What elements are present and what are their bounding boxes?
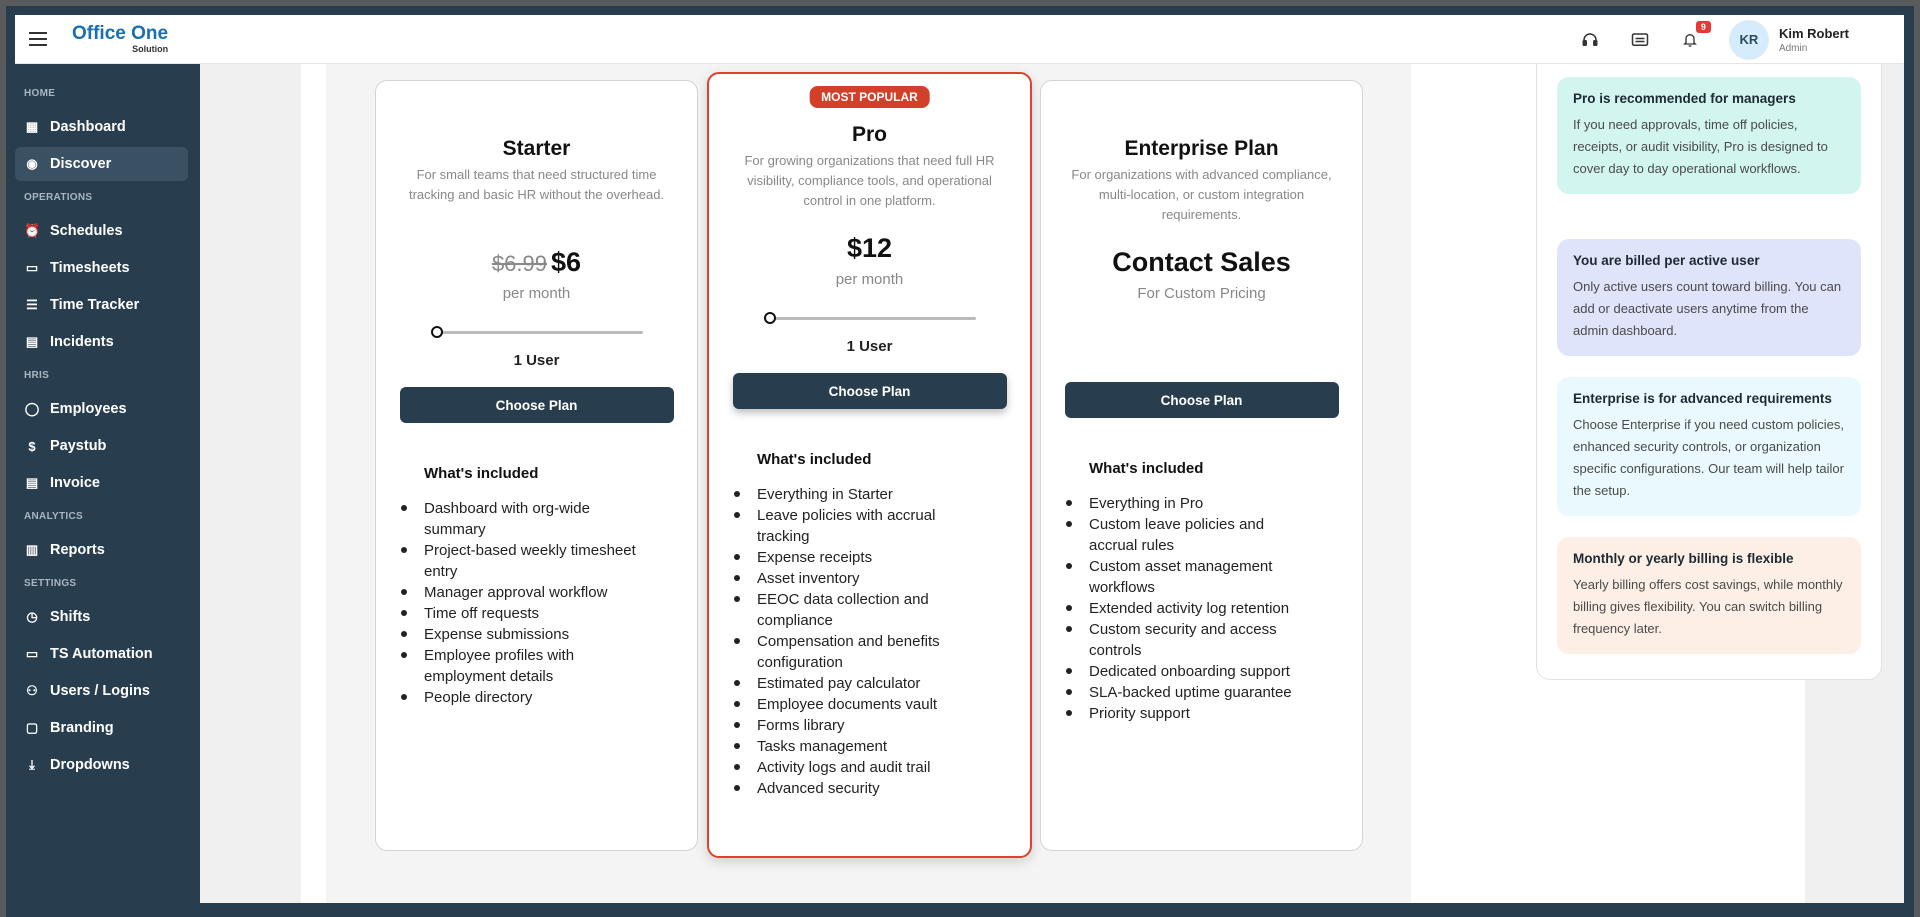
user-name: Kim Robert [1778,25,1849,41]
feature-item: People directory [401,687,651,708]
sidebar-item-label: Invoice [50,475,100,491]
clock-icon: ◷ [26,609,38,624]
plan-description: For small teams that need structured time tracking and basic HR without the overhead. [408,167,665,202]
headset-icon[interactable] [1579,29,1601,51]
feature-item: Expense submissions [401,624,651,645]
plans-area [326,64,1411,903]
sidebar-item-label: Schedules [50,223,123,239]
plan-price [1041,247,1362,281]
archive-icon: ▭ [25,646,39,661]
sidebar-item-schedules[interactable] [15,214,188,248]
plan-title: Starter [502,137,571,160]
slider-track [431,331,643,334]
tip-card [1557,239,1861,356]
invoice-icon: ▤ [25,475,39,490]
sidebar-item-time-tracker[interactable] [15,288,188,322]
discord-icon: ◉ [26,156,38,171]
sidebar-item-discover[interactable] [15,147,188,181]
tip-card [1557,377,1861,516]
top-header [15,15,1904,64]
user-count-label: 1 User [846,338,893,355]
logo-text: Office One [72,23,169,44]
sidebar-item-label: Time Tracker [50,297,140,313]
most-popular-badge: MOST POPULAR [809,86,930,108]
dollar-icon: $ [28,438,36,454]
old-price: $6.99 [491,251,547,276]
choose-plan-button[interactable]: Choose Plan [733,373,1007,409]
sidebar-item-shifts[interactable] [15,600,188,634]
tips-panel [1536,50,1882,680]
feature-item: Dedicated onboarding support [1066,661,1316,682]
sidebar-item-label: Shifts [50,609,91,625]
sidebar-item-label: Timesheets [50,260,130,276]
tip-title: Monthly or yearly billing is flexible [1573,551,1794,566]
tip-text: If you need approvals, time off policies, receipts, or audit visibility, Pro is designed to cover day to day operational workflows. [1573,117,1828,176]
grid-icon: ▦ [25,119,39,134]
sidebar-item-label: Branding [50,720,114,736]
tip-text: Choose Enterprise if you need custom policies, enhanced security controls, or organization specific configurations. Our team will help tailor the setup. [1573,417,1844,498]
included-title: What's included [424,465,539,482]
sidebar-item-dropdowns[interactable] [15,748,188,782]
sidebar-item-label: Reports [50,542,105,558]
tip-title: Pro is recommended for managers [1573,91,1796,106]
feature-item: Manager approval workflow [401,582,651,603]
avatar[interactable]: KR [1729,20,1769,60]
feature-item: Leave policies with accrual tracking [734,505,984,547]
users-icon: ⚇ [26,683,38,698]
plan-description: For organizations with advanced compliance, multi-location, or custom integration requirements. [1071,167,1332,222]
plan-card-pro [707,72,1032,858]
main-content [200,64,1904,903]
sidebar-item-timesheets[interactable] [15,251,188,285]
sidebar-item-label: Users / Logins [50,683,150,699]
content-panel [301,64,1844,903]
user-count-label: 1 User [513,352,560,369]
slider-track [764,317,976,320]
feature-item: Time off requests [401,603,651,624]
tip-card [1557,537,1861,654]
tip-title: You are billed per active user [1573,253,1760,268]
download-box-icon: ⤓ [29,757,35,772]
price-value: $12 [846,233,893,263]
plan-card-starter [375,80,698,851]
feature-item: Forms library [734,715,984,736]
sidebar-section-label: HOME [24,88,56,99]
feature-item: Dashboard with org-wide summary [401,498,651,540]
price-period: For Custom Pricing [1137,285,1266,302]
sidebar-item-employees[interactable] [15,392,188,426]
message-icon[interactable] [1629,29,1651,51]
price-value: Contact Sales [1112,247,1291,277]
plan-card-enterprise [1040,80,1363,851]
sidebar-item-users-logins[interactable] [15,674,188,708]
sidebar-section-label: ANALYTICS [24,511,84,522]
feature-item: SLA-backed uptime guarantee [1066,682,1316,703]
user-role: Admin [1778,42,1808,54]
archive-icon: ▭ [25,260,39,275]
user-count-slider[interactable] [764,312,976,324]
choose-plan-button[interactable]: Choose Plan [400,387,674,423]
logo[interactable] [72,23,168,55]
sidebar-section-label: SETTINGS [24,578,77,589]
report-icon: ▤ [25,334,39,349]
feature-item: Priority support [1066,703,1316,724]
feature-item: Expense receipts [734,547,984,568]
tip-card [1557,77,1861,194]
plan-title: Pro [851,123,887,146]
feature-item: Everything in Starter [734,484,984,505]
included-features [1041,460,1362,724]
list-tree-icon: ☰ [26,297,38,312]
sidebar-item-paystub[interactable] [15,429,188,463]
feature-item: EEOC data collection and compliance [734,589,984,631]
feature-item: Employee profiles with employment details [401,645,651,687]
sidebar-item-label: TS Automation [50,646,153,662]
bell-icon[interactable] [1679,21,1706,51]
user-count-slider[interactable] [431,326,643,338]
feature-item: Custom asset management workflows [1066,556,1316,598]
sidebar-item-label: Paystub [50,438,107,454]
alarm-clock-icon: ⏰ [24,223,41,238]
included-title: What's included [1089,460,1204,477]
tip-text: Yearly billing offers cost savings, while monthly billing gives flexibility. You can switch billing frequency later. [1573,577,1843,636]
plan-title: Enterprise Plan [1124,137,1279,160]
sidebar-item-label: Dashboard [50,119,126,135]
sidebar-item-label: Employees [50,401,127,417]
price-value: $6 [551,247,582,277]
sidebar-item-invoice[interactable] [15,466,188,500]
sidebar-item-label: Discover [50,156,112,172]
choose-plan-button[interactable]: Choose Plan [1065,382,1339,418]
feature-item: Employee documents vault [734,694,984,715]
feature-list [734,484,1030,799]
feature-item: Activity logs and audit trail [734,757,984,778]
feature-list [1066,493,1362,724]
feature-list [401,498,697,708]
sidebar-section-label: OPERATIONS [24,192,93,203]
chart-icon: ▥ [25,542,39,557]
sidebar-item-branding[interactable] [15,711,188,745]
included-features [709,451,1030,799]
slider-thumb[interactable] [764,312,776,324]
feature-item: Estimated pay calculator [734,673,984,694]
sidebar-item-label: Dropdowns [50,757,130,773]
feature-item: Everything in Pro [1066,493,1316,514]
plan-price [709,233,1030,267]
sidebar-item-dashboard[interactable] [15,110,188,144]
plan-price [376,247,697,281]
feature-item: Project-based weekly timesheet entry [401,540,651,582]
feature-item: Custom leave policies and accrual rules [1066,514,1316,556]
tip-text: Only active users count toward billing. You can add or deactivate users anytime from the admin dashboard. [1573,279,1842,338]
feature-item: Tasks management [734,736,984,757]
feature-item: Extended activity log retention [1066,598,1316,619]
menu-icon[interactable] [29,28,47,50]
price-period: per month [835,271,904,288]
sidebar [15,64,200,905]
user-icon: ◯ [24,401,40,416]
feature-item: Asset inventory [734,568,984,589]
sidebar-item-label: Incidents [50,334,114,350]
feature-item: Custom security and access controls [1066,619,1316,661]
plan-description: For growing organizations that need full HR visibility, compliance tools, and operational control in one platform. [744,153,995,208]
slider-thumb[interactable] [431,326,443,338]
included-features [376,465,697,708]
feature-item: Compensation and benefits configuration [734,631,984,673]
tip-title: Enterprise is for advanced requirements [1573,391,1832,406]
user-menu[interactable] [1779,26,1849,54]
sidebar-section-label: HRIS [24,370,50,381]
notification-badge: 9 [1696,21,1711,33]
sidebar-item-ts-automation[interactable] [15,637,188,671]
clipboard-icon: ▢ [25,720,39,735]
feature-item: Advanced security [734,778,984,799]
sidebar-item-reports[interactable] [15,533,188,567]
included-title: What's included [757,451,872,468]
price-period: per month [502,285,571,302]
sidebar-item-incidents[interactable] [15,325,188,359]
logo-subtext: Solution [132,44,169,54]
